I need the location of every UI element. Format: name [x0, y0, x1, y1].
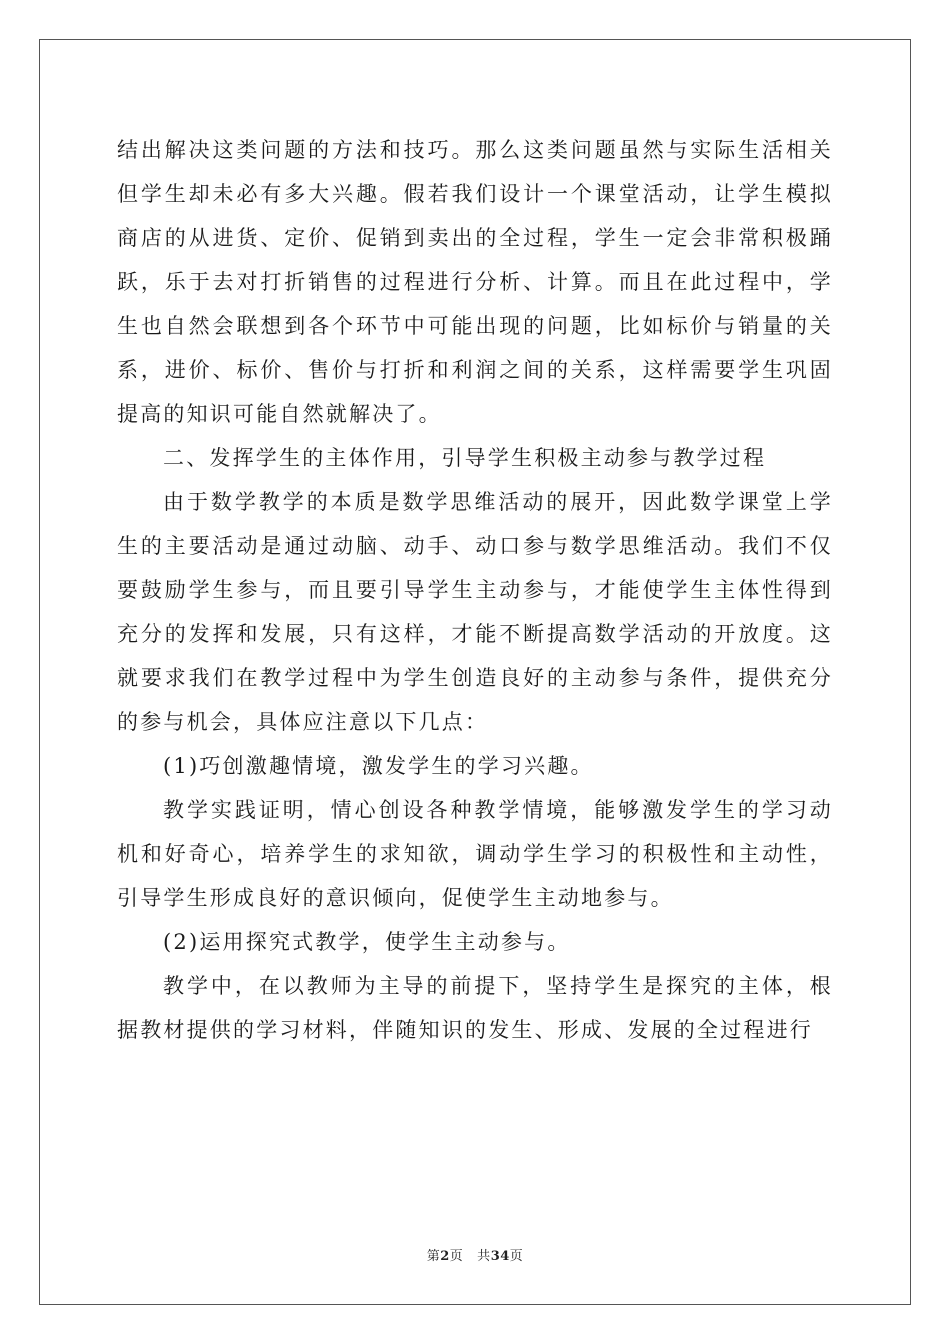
- section-heading-2: 二、发挥学生的主体作用，引导学生积极主动参与教学过程: [163, 446, 767, 470]
- paragraph-3: 由于数学教学的本质是数学思维活动的展开，因此数学课堂上学生的主要活动是通过动脑、动手、动口参与数学思维活动。我们不仅要鼓励学生参与，而且要引导学生主动参与，才能使学生主体性得到充分的发挥和发展，只有这样，才能不断提高数学活动的开放度。这就要求我们在教学过程中为学生创造良好的主动参与条件，提供充分的参与机会，具体应注意以下几点：: [117, 490, 833, 734]
- paragraph-7: 教学中，在以教师为主导的前提下，坚持学生是探究的主体，根据教材提供的学习材料，伴随知识的发生、形成、发展的全过程进行: [117, 974, 833, 1042]
- page-suffix: 页: [449, 1249, 464, 1264]
- paragraph-1: 结出解决这类问题的方法和技巧。那么这类问题虽然与实际生活相关但学生却未必有多大兴趣。假若我们设计一个课堂活动，让学生模拟商店的从进货、定价、促销到卖出的全过程，学生一定会非常积极踊跃，乐于去对打折销售的过程进行分析、计算。而且在此过程中，学生也自然会联想到各个环节中可能出现的问题，比如标价与销量的关系，进价、标价、售价与打折和利润之间的关系，这样需要学生巩固提高的知识可能自然就解决了。: [117, 138, 833, 426]
- total-suffix: 页: [509, 1249, 524, 1264]
- subheading-2: (2)运用探究式教学，使学生主动参与。: [163, 930, 571, 954]
- total-pages: 34: [490, 1249, 510, 1264]
- paragraph-5: 教学实践证明，情心创设各种教学情境，能够激发学生的学习动机和好奇心，培养学生的求知欲，调动学生学习的积极性和主动性，引导学生形成良好的意识倾向，促使学生主动地参与。: [117, 798, 833, 910]
- page-number: 2: [440, 1249, 450, 1264]
- footer-prefix: 第: [426, 1249, 441, 1264]
- page-footer: [0, 1245, 950, 1264]
- document-body: [117, 128, 833, 1052]
- total-prefix: 共: [477, 1249, 491, 1264]
- subheading-1: (1)巧创激趣情境，激发学生的学习兴趣。: [163, 754, 594, 778]
